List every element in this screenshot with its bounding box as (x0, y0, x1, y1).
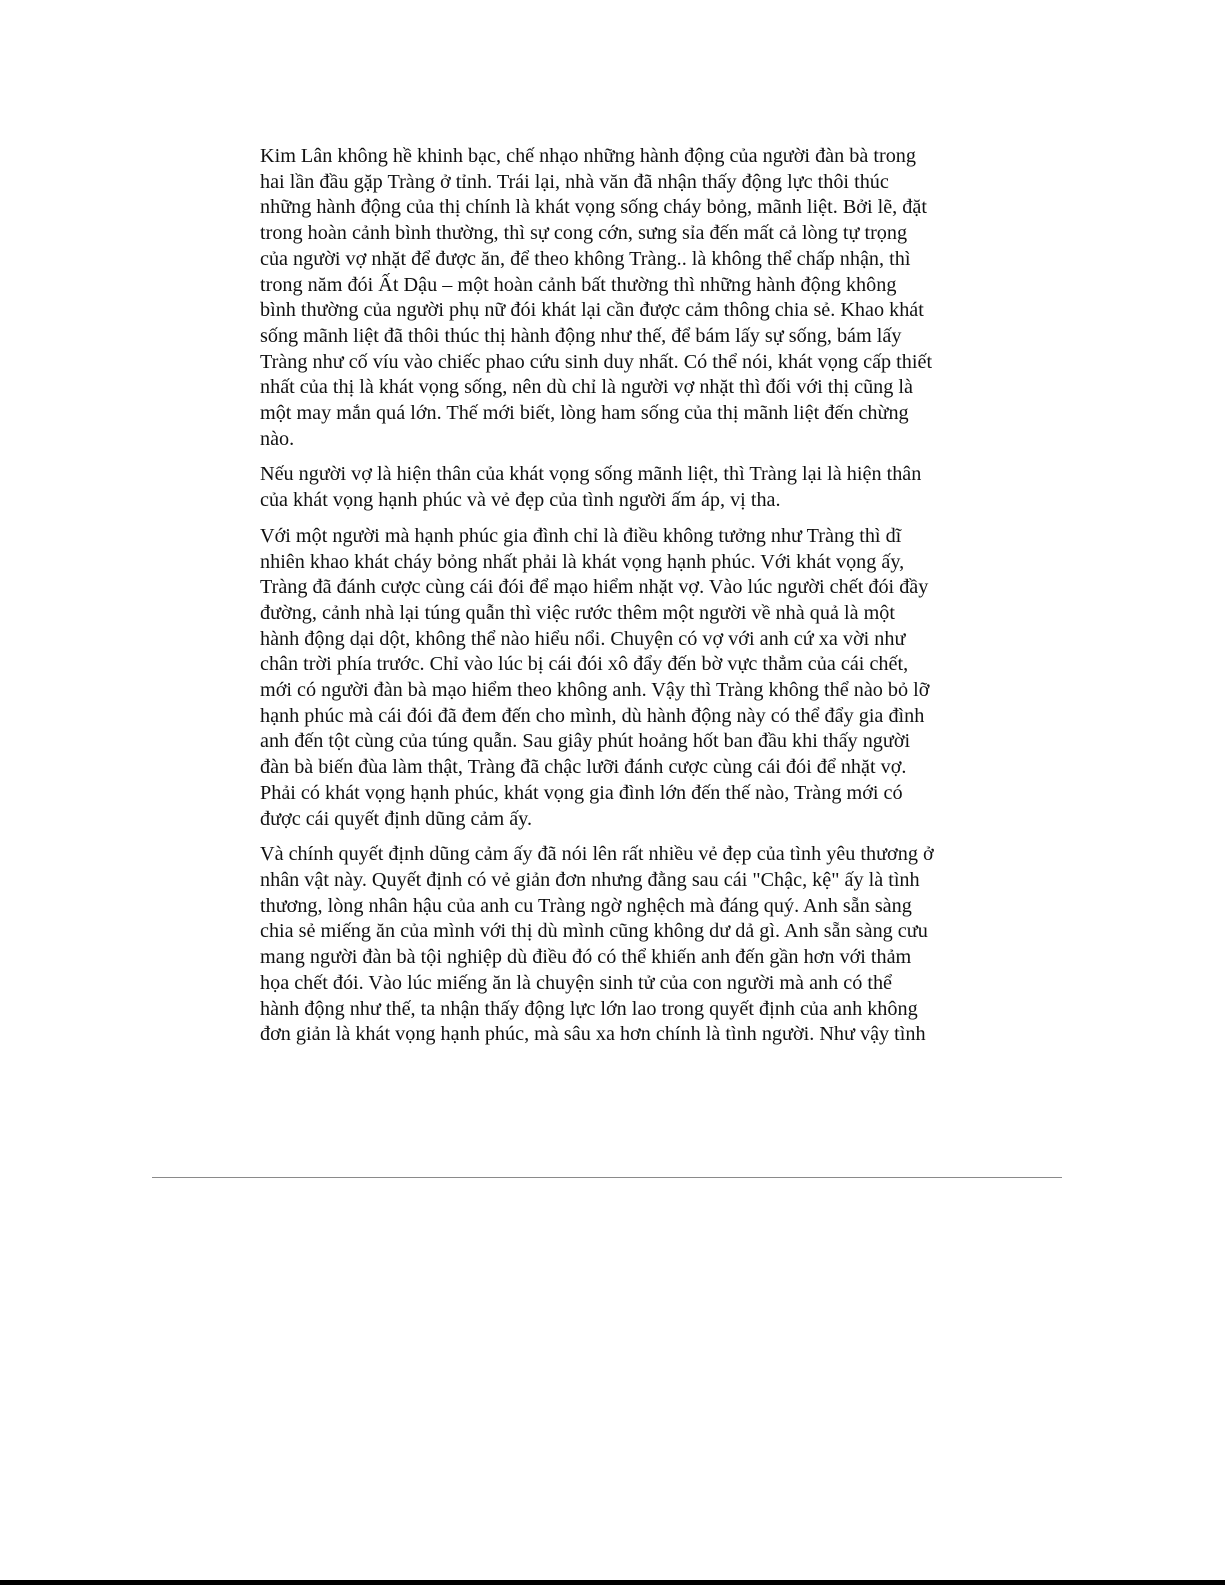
paragraph-3 (260, 524, 960, 832)
text-line: Với một người mà hạnh phúc gia đình chỉ là điều không tưởng như Tràng thì dĩ (260, 524, 902, 547)
text-line: anh đến tột cùng của túng quẫn. Sau giây phút hoảng hốt ban đầu khi thấy người (260, 730, 911, 753)
text-line: mang người đàn bà tội nghiệp dù điều đó có thể khiến anh đến gần hơn với thảm (260, 946, 912, 969)
text-line: sống mãnh liệt đã thôi thúc thị hành động như thế, để bám lấy sự sống, bám lấy (260, 324, 902, 347)
text-line: những hành động của thị chính là khát vọng sống cháy bỏng, mãnh liệt. Bởi lẽ, đặt (260, 196, 927, 219)
text-line: nào. (260, 427, 295, 450)
text-line: họa chết đói. Vào lúc miếng ăn là chuyện sinh tử của con người mà anh có thể (260, 971, 893, 994)
paragraph-2 (260, 462, 960, 513)
text-line: hành động như thế, ta nhận thấy động lực lớn lao trong quyết định của anh không (260, 997, 918, 1020)
text-line: Và chính quyết định dũng cảm ấy đã nói lên rất nhiều vẻ đẹp của tình yêu thương ở (260, 843, 934, 866)
text-line: hành động dại dột, không thể nào hiểu nổi. Chuyện có vợ với anh cứ xa vời như (260, 627, 906, 650)
text-line: Tràng đã đánh cược cùng cái đói để mạo hiểm nhặt vợ. Vào lúc người chết đói đầy (260, 576, 929, 599)
text-line: đàn bà biến đùa làm thật, Tràng đã chậc lưỡi đánh cược cùng cái đói để nhặt vợ. (260, 756, 907, 779)
text-line: nhiên khao khát cháy bỏng nhất phải là khát vọng hạnh phúc. Với khát vọng ấy, (260, 550, 905, 573)
text-line: Kim Lân không hề khinh bạc, chế nhạo những hành động của người đàn bà trong (260, 145, 916, 167)
text-line: nhân vật này. Quyết định có vẻ giản đơn nhưng đằng sau cái "Chậc, kệ" ấy là tình (260, 868, 920, 891)
text-line: đơn giản là khát vọng hạnh phúc, mà sâu xa hơn chính là tình người. Như vậy tình (260, 1023, 926, 1046)
text-line: trong năm đói Ất Dậu – một hoàn cảnh bất thường thì những hành động không (260, 273, 897, 296)
text-line: trong hoàn cảnh bình thường, thì sự cong cớn, sưng sỉa đến mất cả lòng tự trọng (260, 222, 908, 245)
text-line: đường, cảnh nhà lại túng quẫn thì việc rước thêm một người về nhà quả là một (260, 601, 895, 624)
text-line: hạnh phúc mà cái đói đã đem đến cho mình, dù hành động này có thể đẩy gia đình (260, 704, 925, 727)
document-body (260, 144, 960, 1058)
text-line: chân trời phía trước. Chỉ vào lúc bị cái đói xô đẩy đến bờ vực thẳm của cái chết, (260, 653, 909, 676)
page-divider (152, 1177, 1062, 1178)
text-line: Phải có khát vọng hạnh phúc, khát vọng gia đình lớn đến thế nào, Tràng mới có (260, 781, 903, 804)
text-line: hai lần đầu gặp Tràng ở tỉnh. Trái lại, nhà văn đã nhận thấy động lực thôi thúc (260, 170, 889, 193)
text-line: Tràng như cố víu vào chiếc phao cứu sinh duy nhất. Có thể nói, khát vọng cấp thiết (260, 350, 933, 373)
text-line: chia sẻ miếng ăn của mình với thị dù mình cũng không dư dả gì. Anh sẵn sàng cưu (260, 920, 928, 943)
bottom-edge-bar (0, 1580, 1225, 1585)
text-line: thương, lòng nhân hậu của anh cu Tràng ngờ nghệch mà đáng quý. Anh sẵn sàng (260, 894, 912, 917)
text-line: mới có người đàn bà mạo hiểm theo không anh. Vậy thì Tràng không thể nào bỏ lỡ (260, 679, 930, 702)
text-line: bình thường của người phụ nữ đói khát lại cần được cảm thông chia sẻ. Khao khát (260, 299, 924, 322)
text-line: của khát vọng hạnh phúc và vẻ đẹp của tình người ấm áp, vị tha. (260, 489, 781, 512)
text-line: một may mắn quá lớn. Thế mới biết, lòng ham sống của thị mãnh liệt đến chừng (260, 402, 909, 425)
text-line: của người vợ nhặt để được ăn, để theo không Tràng.. là không thể chấp nhận, thì (260, 247, 911, 270)
text-line: Nếu người vợ là hiện thân của khát vọng sống mãnh liệt, thì Tràng lại là hiện thân (260, 463, 922, 486)
text-line: được cái quyết định dũng cảm ấy. (260, 807, 533, 830)
text-line: nhất của thị là khát vọng sống, nên dù chỉ là người vợ nhặt thì đối với thị cũng là (260, 376, 913, 399)
paragraph-1 (260, 144, 960, 452)
paragraph-4 (260, 842, 960, 1048)
